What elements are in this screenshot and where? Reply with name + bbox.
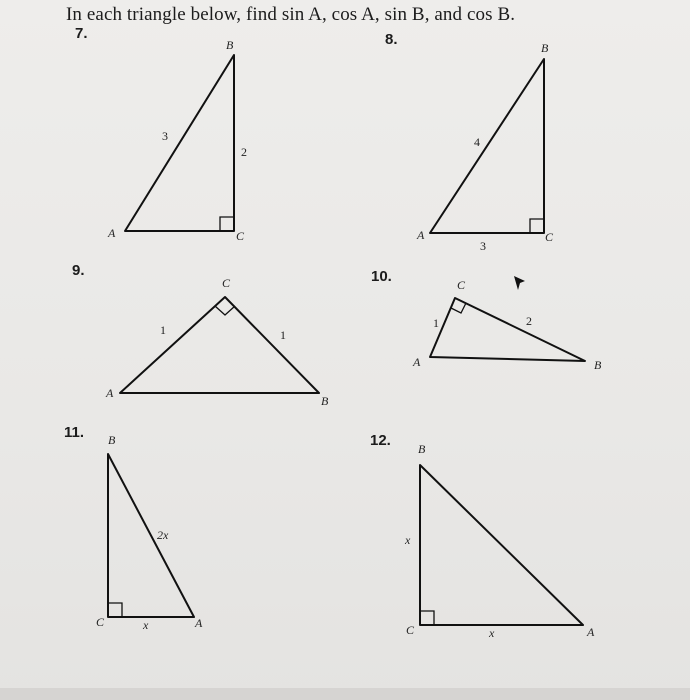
- triangle-12-vertex-b: B: [418, 442, 426, 456]
- triangle-11-outline: [108, 454, 194, 617]
- problem-12-number: 12.: [370, 432, 391, 449]
- triangle-7-vertex-b: B: [226, 38, 234, 52]
- triangle-12-outline: [420, 465, 583, 625]
- triangle-7-outline: [125, 55, 234, 231]
- triangle-7: [107, 38, 247, 243]
- triangle-7-right-angle-mark: [220, 217, 234, 231]
- triangle-9-vertex-a: A: [106, 386, 114, 400]
- triangle-10: [412, 276, 602, 372]
- triangle-7-vertex-c: C: [236, 229, 245, 243]
- triangle-11-vertex-b: B: [108, 433, 116, 447]
- triangle-8-vertex-b: B: [541, 41, 549, 55]
- triangle-9-side-cb: 1: [280, 328, 286, 342]
- triangle-11-vertex-c: C: [96, 615, 105, 629]
- triangle-12: [404, 442, 595, 640]
- problem-7-number: 7.: [75, 25, 88, 42]
- triangle-8-side-ac: 3: [480, 239, 486, 253]
- triangle-10-side-ac: 1: [433, 316, 439, 330]
- problem-9-number: 9.: [72, 262, 85, 279]
- triangle-8-vertex-c: C: [545, 230, 554, 244]
- triangle-10-outline: [430, 298, 585, 361]
- triangle-12-side-ca: x: [489, 626, 495, 640]
- triangle-10-vertex-b: B: [594, 358, 602, 372]
- triangle-10-vertex-a: A: [413, 355, 421, 369]
- triangle-10-side-cb: 2: [526, 314, 532, 328]
- triangle-12-side-bc: x: [405, 533, 411, 547]
- problem-11-number: 11.: [64, 424, 85, 441]
- triangle-12-vertex-c: C: [406, 623, 415, 637]
- triangle-9-vertex-b: B: [321, 394, 329, 408]
- triangle-8: [416, 41, 554, 253]
- triangle-9: [105, 276, 329, 408]
- arrow-cursor-icon: [514, 276, 525, 290]
- triangle-9-side-ac: 1: [160, 323, 166, 337]
- triangle-11-vertex-a: A: [195, 616, 203, 630]
- triangle-7-side-ab: 3: [162, 129, 168, 143]
- triangle-7-vertex-a: A: [108, 226, 116, 240]
- triangle-11-side-ab: 2x: [157, 528, 169, 542]
- triangle-12-right-angle-mark: [420, 611, 434, 625]
- triangle-11-right-angle-mark: [108, 603, 122, 617]
- problem-10-number: 10.: [371, 268, 392, 285]
- triangle-11: [96, 433, 203, 632]
- problem-8-number: 8.: [385, 31, 398, 48]
- triangle-7-side-bc: 2: [241, 145, 247, 159]
- triangle-8-outline: [430, 59, 544, 233]
- triangle-8-side-ab: 4: [474, 135, 480, 149]
- triangle-8-right-angle-mark: [530, 219, 544, 233]
- triangle-10-vertex-c: C: [457, 278, 466, 292]
- instructions: In each triangle below, find sin A, cos A, sin B, and cos B.: [66, 4, 516, 25]
- triangle-11-side-ca: x: [143, 618, 149, 632]
- triangle-9-outline: [120, 297, 319, 393]
- triangle-9-vertex-c: C: [222, 276, 231, 290]
- triangle-12-vertex-a: A: [587, 625, 595, 639]
- triangle-8-vertex-a: A: [417, 228, 425, 242]
- page-bottom-edge: [0, 688, 690, 700]
- triangle-9-right-angle-mark: [215, 306, 235, 315]
